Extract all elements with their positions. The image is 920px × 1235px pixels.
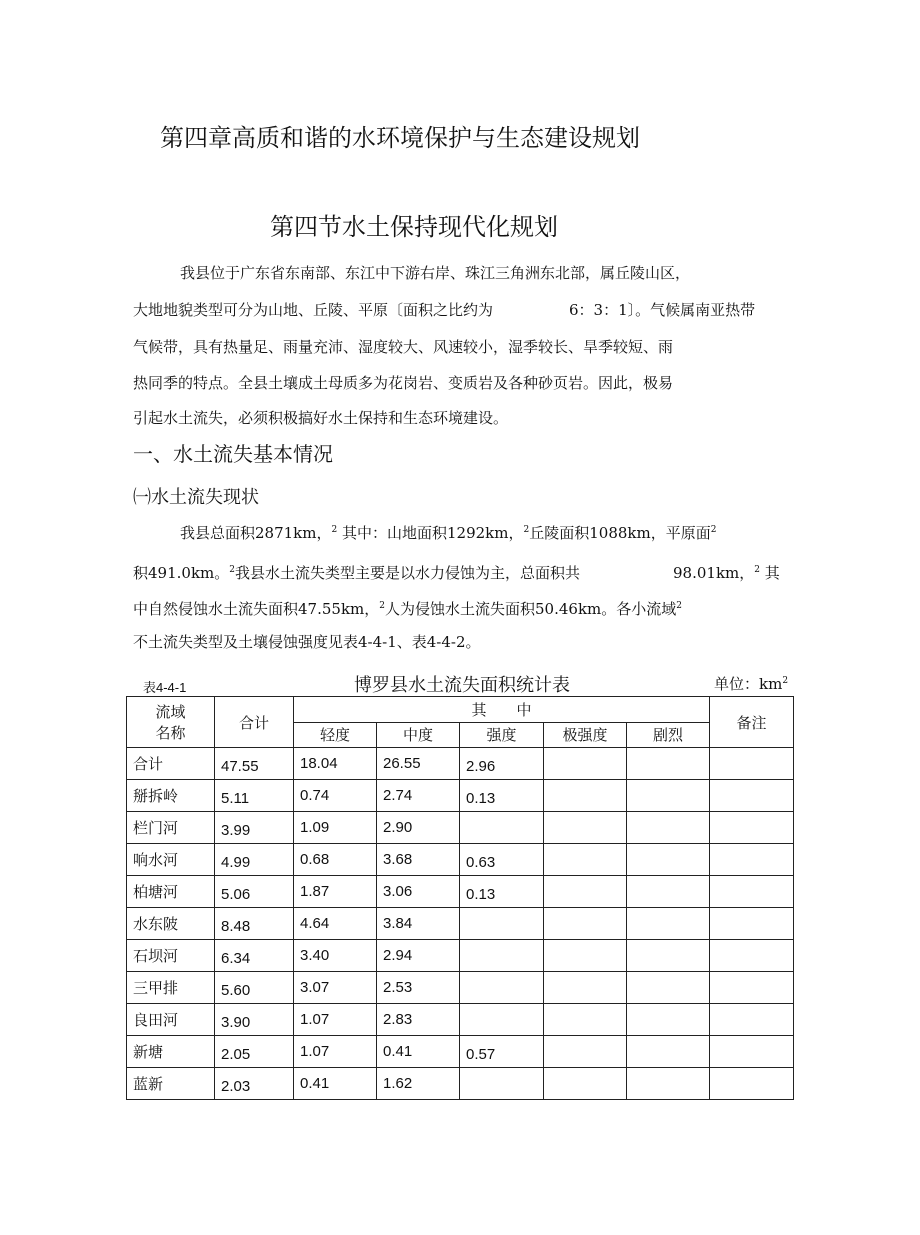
cell-severe <box>627 844 710 876</box>
header-very-strong: 极强度 <box>544 722 627 748</box>
table-row <box>127 1004 794 1036</box>
header-remarks: 备注 <box>710 697 794 748</box>
cell-total: 2.05 <box>215 1036 294 1068</box>
cell-remarks <box>710 1036 794 1068</box>
superscript: 2 <box>676 601 682 611</box>
intro-line-1: 我县位于广东省东南部、东江中下游右岸、珠江三角洲东北部，属丘陵山区， <box>180 264 691 282</box>
cell-remarks <box>710 812 794 844</box>
cell-medium: 1.62 <box>377 1068 460 1100</box>
status-line-1 <box>180 522 716 543</box>
status-line-2-d: 其 <box>760 564 780 582</box>
cell-severe <box>627 940 710 972</box>
cell-name: 蓝新 <box>127 1068 215 1100</box>
cell-remarks <box>710 780 794 812</box>
header-basin-name <box>127 697 215 748</box>
cell-severe <box>627 908 710 940</box>
status-line-2-end <box>673 562 780 583</box>
header-medium: 中度 <box>377 722 460 748</box>
cell-strong <box>460 908 544 940</box>
cell-very-strong <box>544 748 627 780</box>
cell-light: 1.07 <box>294 1036 377 1068</box>
cell-light: 0.74 <box>294 780 377 812</box>
cell-light: 4.64 <box>294 908 377 940</box>
cell-remarks <box>710 876 794 908</box>
cell-very-strong <box>544 780 627 812</box>
cell-name: 掰拆岭 <box>127 780 215 812</box>
table-row <box>127 972 794 1004</box>
cell-light: 1.87 <box>294 876 377 908</box>
cell-light: 1.07 <box>294 1004 377 1036</box>
cell-total: 4.99 <box>215 844 294 876</box>
header-total: 合计 <box>215 697 294 748</box>
cell-total: 6.34 <box>215 940 294 972</box>
table-unit-text: 单位：km <box>714 675 783 693</box>
cell-medium: 0.41 <box>377 1036 460 1068</box>
status-line-2-a: 积491.0km。 <box>133 564 230 582</box>
cell-name: 良田河 <box>127 1004 215 1036</box>
cell-name: 新塘 <box>127 1036 215 1068</box>
cell-very-strong <box>544 1068 627 1100</box>
cell-strong <box>460 972 544 1004</box>
cell-total: 3.90 <box>215 1004 294 1036</box>
cell-very-strong <box>544 844 627 876</box>
cell-name: 水东陂 <box>127 908 215 940</box>
intro-line-2b: 6：3：1〕。气候属南亚热带 <box>569 301 756 319</box>
intro-line-5: 引起水土流失，必须积极搞好水土保持和生态环境建设。 <box>133 409 509 427</box>
cell-light: 3.07 <box>294 972 377 1004</box>
cell-very-strong <box>544 940 627 972</box>
cell-name: 合计 <box>127 748 215 780</box>
cell-remarks <box>710 748 794 780</box>
cell-strong: 2.96 <box>460 748 544 780</box>
superscript: 2 <box>229 565 235 575</box>
table-row <box>127 1068 794 1100</box>
cell-remarks <box>710 1068 794 1100</box>
cell-very-strong <box>544 812 627 844</box>
table-row <box>127 908 794 940</box>
status-line-2 <box>133 562 580 583</box>
cell-strong <box>460 1068 544 1100</box>
soil-erosion-table <box>126 696 794 1100</box>
cell-severe <box>627 1036 710 1068</box>
intro-line-2a: 大地地貌类型可分为山地、丘陵、平原〔面积之比约为 <box>133 301 494 319</box>
cell-medium: 2.90 <box>377 812 460 844</box>
intro-line-4: 热同季的特点。全县土壤成土母质多为花岗岩、变质岩及各种砂页岩。因此，极易 <box>133 374 674 392</box>
cell-strong <box>460 812 544 844</box>
table-title: 博罗县水土流失面积统计表 <box>354 675 570 696</box>
status-line-2-c: 98.01km， <box>673 564 755 582</box>
header-basin-line-2: 名称 <box>155 724 186 742</box>
status-line-4: 不土流失类型及土壤侵蚀强度见表4-4-1、表4-4-2。 <box>133 633 481 651</box>
cell-light: 1.09 <box>294 812 377 844</box>
cell-name: 响水河 <box>127 844 215 876</box>
cell-severe <box>627 876 710 908</box>
superscript: 2 <box>754 565 760 575</box>
cell-strong: 0.13 <box>460 780 544 812</box>
cell-severe <box>627 1004 710 1036</box>
cell-strong <box>460 1004 544 1036</box>
header-strong: 强度 <box>460 722 544 748</box>
cell-strong <box>460 940 544 972</box>
header-basin-line-1: 流域 <box>155 703 186 721</box>
chapter-title: 第四章高质和谐的水环境保护与生态建设规划 <box>160 124 640 152</box>
cell-remarks <box>710 940 794 972</box>
cell-total: 3.99 <box>215 812 294 844</box>
intro-line-3: 气候带，具有热量足、雨量充沛、湿度较大、风速较小，湿季较长、旱季较短、雨 <box>133 338 674 356</box>
cell-severe <box>627 780 710 812</box>
table-row <box>127 876 794 908</box>
status-line-1-b: 其中：山地面积1292km， <box>337 524 524 542</box>
table-row <box>127 940 794 972</box>
cell-medium: 3.84 <box>377 908 460 940</box>
superscript: 2 <box>523 525 530 535</box>
table-row <box>127 844 794 876</box>
superscript: 2 <box>782 676 789 686</box>
cell-very-strong <box>544 972 627 1004</box>
table-row <box>127 780 794 812</box>
cell-total: 5.06 <box>215 876 294 908</box>
section-title: 第四节水土保持现代化规划 <box>270 213 558 241</box>
header-severe: 剧烈 <box>627 722 710 748</box>
superscript: 2 <box>331 525 338 535</box>
cell-total: 8.48 <box>215 908 294 940</box>
status-line-3 <box>133 598 682 619</box>
cell-total: 5.11 <box>215 780 294 812</box>
cell-medium: 3.06 <box>377 876 460 908</box>
status-line-1-c: 丘陵面积1088km，平原面 <box>529 524 711 542</box>
cell-remarks <box>710 908 794 940</box>
cell-severe <box>627 1068 710 1100</box>
cell-severe <box>627 748 710 780</box>
header-light: 轻度 <box>294 722 377 748</box>
table-row <box>127 812 794 844</box>
cell-name: 三甲排 <box>127 972 215 1004</box>
cell-medium: 2.74 <box>377 780 460 812</box>
cell-total: 2.03 <box>215 1068 294 1100</box>
cell-very-strong <box>544 1004 627 1036</box>
cell-severe <box>627 972 710 1004</box>
cell-medium: 2.53 <box>377 972 460 1004</box>
superscript: 2 <box>379 601 385 611</box>
header-of-which: 其 中 <box>294 697 710 723</box>
heading-soil-erosion-status: ㈠水土流失现状 <box>133 487 259 508</box>
cell-light: 0.41 <box>294 1068 377 1100</box>
cell-total: 5.60 <box>215 972 294 1004</box>
cell-very-strong <box>544 876 627 908</box>
cell-very-strong <box>544 908 627 940</box>
cell-very-strong <box>544 1036 627 1068</box>
cell-remarks <box>710 972 794 1004</box>
cell-severe <box>627 812 710 844</box>
status-line-1-a: 我县总面积2871km， <box>180 524 332 542</box>
cell-light: 18.04 <box>294 748 377 780</box>
table-number: 表4-4-1 <box>143 680 187 695</box>
status-line-3-b: 人为侵蚀水土流失面积50.46km。各小流域 <box>385 600 677 618</box>
cell-light: 3.40 <box>294 940 377 972</box>
cell-total: 47.55 <box>215 748 294 780</box>
cell-remarks <box>710 1004 794 1036</box>
cell-strong: 0.13 <box>460 876 544 908</box>
cell-light: 0.68 <box>294 844 377 876</box>
superscript: 2 <box>710 525 717 535</box>
cell-medium: 3.68 <box>377 844 460 876</box>
table-row <box>127 748 794 780</box>
heading-soil-erosion-basics: 一、水土流失基本情况 <box>133 442 333 466</box>
status-line-3-a: 中自然侵蚀水土流失面积47.55km， <box>133 600 380 618</box>
cell-name: 石坝河 <box>127 940 215 972</box>
cell-medium: 2.94 <box>377 940 460 972</box>
table-unit <box>714 673 788 694</box>
cell-strong: 0.57 <box>460 1036 544 1068</box>
cell-remarks <box>710 844 794 876</box>
table-row <box>127 1036 794 1068</box>
cell-medium: 2.83 <box>377 1004 460 1036</box>
cell-medium: 26.55 <box>377 748 460 780</box>
status-line-2-b: 我县水土流失类型主要是以水力侵蚀为主，总面积共 <box>235 564 581 582</box>
cell-name: 栏门河 <box>127 812 215 844</box>
cell-strong: 0.63 <box>460 844 544 876</box>
cell-name: 柏塘河 <box>127 876 215 908</box>
